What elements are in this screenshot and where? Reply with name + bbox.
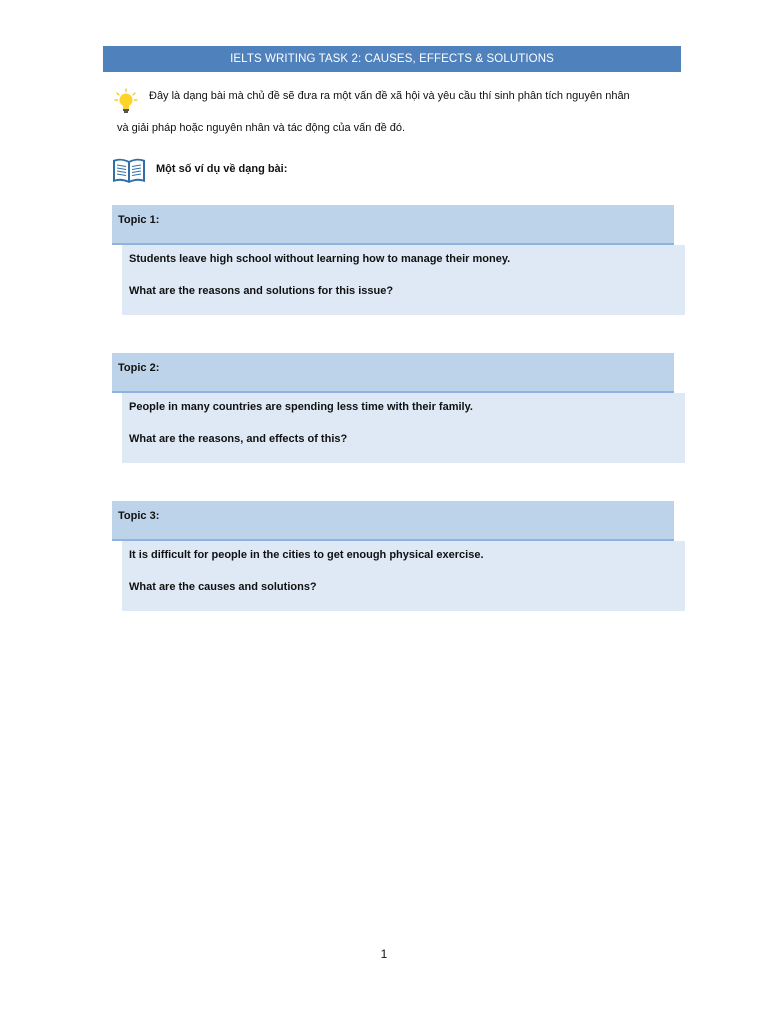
topic-label: Topic 3: [118, 510, 160, 522]
topic-label: Topic 1: [118, 214, 160, 226]
document-title: IELTS WRITING TASK 2: CAUSES, EFFECTS & SOLUTIONS [230, 53, 554, 65]
topic-body [122, 245, 685, 315]
topic-body [122, 541, 685, 611]
topic-statement: People in many countries are spending less time with their family. [129, 401, 473, 413]
topic-question: What are the causes and solutions? [129, 581, 317, 593]
topic-label: Topic 2: [118, 362, 160, 374]
topic-question: What are the reasons and solutions for this issue? [129, 285, 394, 297]
intro-text-line-2: và giải pháp hoặc nguyên nhân và tác động của vấn đề đó. [117, 122, 406, 134]
document-title-bar [103, 46, 681, 72]
lightbulb-icon [114, 88, 138, 116]
topic-statement: Students leave high school without learning how to manage their money. [129, 253, 511, 265]
topic-body [122, 393, 685, 463]
topic-header [112, 501, 674, 541]
intro-text-line-1: Đây là dạng bài mà chủ đề sẽ đưa ra một vấn đề xã hội và yêu cầu thí sinh phân tích nguyên nhân [149, 90, 630, 102]
topic-header [112, 205, 674, 245]
topic-question: What are the reasons, and effects of this? [129, 433, 348, 445]
book-icon [111, 156, 147, 186]
examples-heading: Một số ví dụ về dạng bài: [156, 163, 288, 175]
page-number: 1 [380, 947, 388, 961]
topic-header [112, 353, 674, 393]
topic-statement: It is difficult for people in the cities to get enough physical exercise. [129, 549, 484, 561]
